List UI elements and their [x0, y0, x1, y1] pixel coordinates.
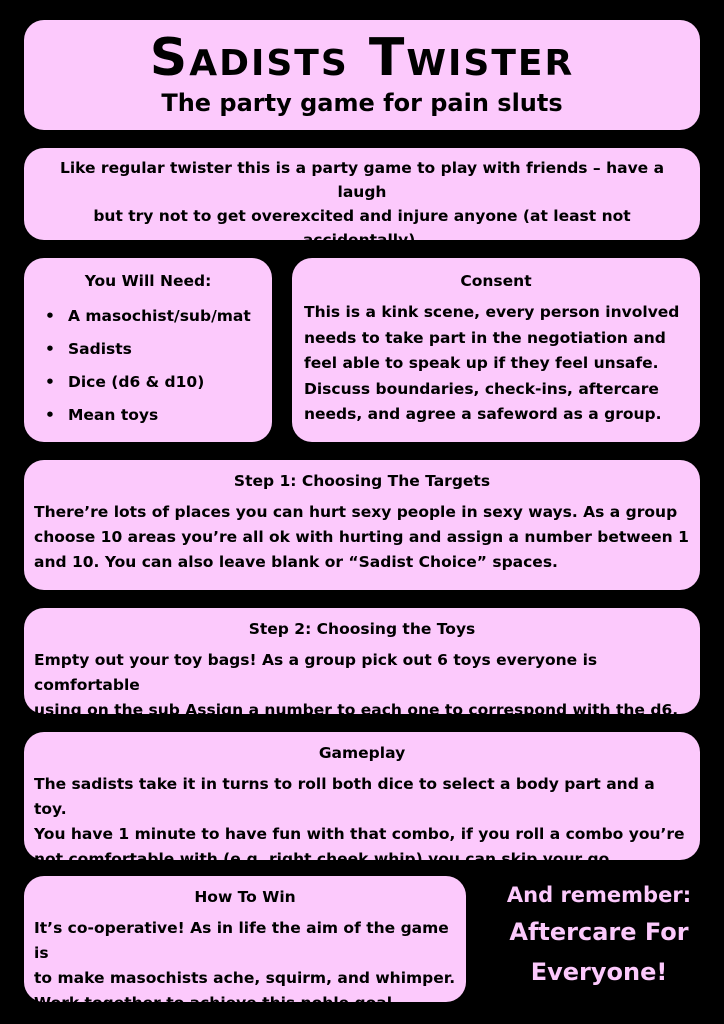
- title-panel: [24, 20, 700, 130]
- remember-line: Aftercare For: [509, 918, 689, 946]
- need-list: [32, 300, 264, 432]
- bullet-icon: •: [45, 340, 55, 358]
- consent-line: This is a kink scene, every person involved: [304, 303, 680, 321]
- remember-line: And remember:: [506, 883, 692, 907]
- step1-line: There’re lots of places you can hurt sexy people in sexy ways. As a group: [34, 503, 678, 521]
- gameplay-heading: Gameplay: [318, 744, 406, 762]
- page-subtitle: The party game for pain sluts: [161, 89, 563, 117]
- gameplay-line: You have 1 minute to have fun with that combo, if you roll a combo you’re: [34, 825, 685, 843]
- consent-line: needs, and agree a safeword as a group.: [304, 405, 662, 423]
- step1-line: choose 10 areas you’re all ok with hurting and assign a number between 1: [34, 528, 689, 546]
- step1-line: and 10. You can also leave blank or “Sadist Choice” spaces.: [34, 553, 558, 571]
- need-item-label: Mean toys: [68, 406, 159, 424]
- step1-heading: Step 1: Choosing The Targets: [233, 472, 491, 490]
- gameplay-line: The sadists take it in turns to roll both dice to select a body part and a toy.: [34, 775, 655, 818]
- need-panel: [24, 258, 272, 442]
- bullet-icon: •: [45, 373, 55, 391]
- intro-line: but try not to get overexcited and injure anyone (at least not accidentally).: [93, 207, 631, 249]
- consent-line: Discuss boundaries, check-ins, aftercare: [304, 379, 659, 398]
- win-line: Work together to achieve this noble goal.: [34, 994, 398, 1012]
- list-item: [32, 300, 264, 333]
- consent-heading: Consent: [460, 272, 532, 290]
- bullet-icon: •: [45, 406, 55, 424]
- intro-panel: [24, 148, 700, 249]
- need-heading: You Will Need:: [84, 272, 212, 290]
- list-item: [32, 366, 264, 399]
- page-title: Sadists Twister: [149, 28, 575, 88]
- remember-line: Everyone!: [530, 958, 668, 986]
- list-item: [32, 333, 264, 366]
- need-item-label: A masochist/sub/mat: [68, 307, 251, 325]
- step1-panel: [24, 460, 700, 590]
- need-item-label: Dice (d6 & d10): [68, 373, 205, 391]
- step2-panel: [24, 608, 700, 719]
- win-line: It’s co-operative! As in life the aim of the game is: [34, 919, 449, 962]
- intro-line: Like regular twister this is a party game to play with friends – have a laugh: [59, 159, 665, 201]
- gameplay-line: not comfortable with (e.g. right cheek whip) you can skip your go.: [34, 850, 616, 868]
- step2-line: using on the sub Assign a number to each one to correspond with the d6.: [34, 701, 679, 719]
- win-panel: [24, 876, 466, 1012]
- win-heading: How To Win: [194, 888, 296, 906]
- consent-panel: [292, 258, 700, 442]
- need-item-label: Sadists: [68, 340, 132, 358]
- gameplay-panel: [24, 732, 700, 868]
- list-item: [32, 399, 264, 432]
- consent-line: needs to take part in the negotiation and: [304, 328, 666, 347]
- remember-callout: [486, 878, 712, 992]
- step2-line: Empty out your toy bags! As a group pick out 6 toys everyone is comfortable: [34, 651, 598, 694]
- win-line: to make masochists ache, squirm, and whimper.: [34, 969, 456, 987]
- bullet-icon: •: [45, 307, 55, 325]
- consent-line: feel able to speak up if they feel unsafe.: [304, 354, 659, 372]
- step2-heading: Step 2: Choosing the Toys: [248, 620, 476, 638]
